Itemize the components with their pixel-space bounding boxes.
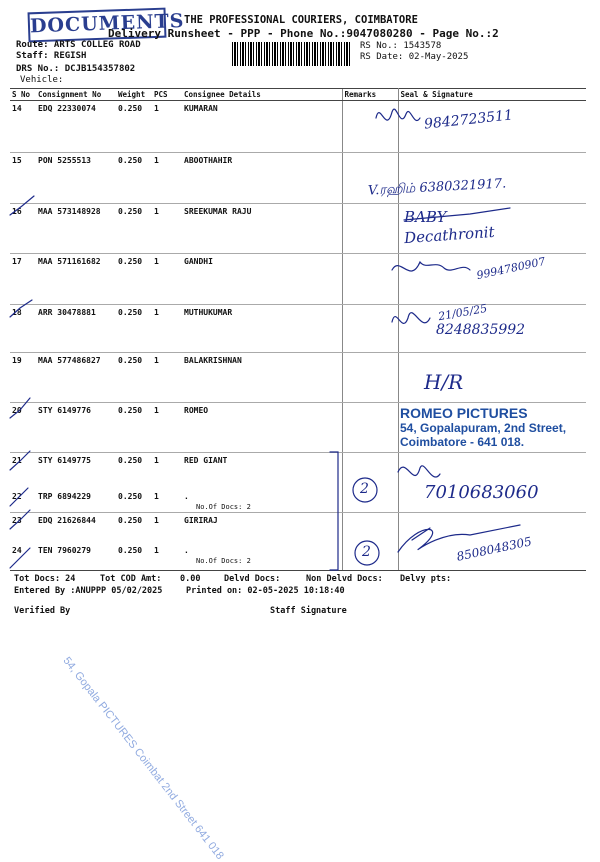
handwritten-phone: 9994780907 bbox=[475, 254, 547, 283]
total-cod-label: Tot COD Amt: bbox=[100, 574, 162, 584]
company-name: THE PROFESSIONAL COURIERS, COIMBATORE bbox=[184, 14, 418, 26]
cell-consignment: MAA 571161682 bbox=[36, 254, 116, 305]
cell-pcs: 1 bbox=[154, 516, 159, 525]
no-of-docs: No.Of Docs: 2 bbox=[196, 502, 251, 511]
cell-consignee: RED GIANT bbox=[184, 456, 228, 465]
cell-sno: 17 bbox=[10, 254, 36, 305]
bracket-mark bbox=[330, 452, 338, 570]
tick-mark bbox=[10, 398, 30, 418]
signature-scribble bbox=[392, 313, 430, 324]
staff-signature-label: Staff Signature bbox=[270, 606, 347, 616]
cell-weight: 0.250 bbox=[118, 516, 143, 525]
signature-scribble bbox=[412, 528, 430, 540]
cell-consignee: BALAKRISHNAN bbox=[182, 353, 342, 403]
faint-stamp-impression: 54, Gopala PICTURES Coimbat 2nd Street 641 018 bbox=[60, 655, 226, 862]
cell-consignment: ARR 30478881 bbox=[36, 305, 116, 353]
tick-mark bbox=[10, 488, 28, 506]
cell-weight: 0.250 bbox=[116, 543, 152, 571]
handwritten-note: H/R bbox=[424, 370, 464, 394]
handwritten-phone: 8248835992 bbox=[436, 322, 526, 338]
cell-consignment: PON 5255513 bbox=[36, 153, 116, 204]
cell-sno: 23 bbox=[12, 516, 22, 525]
cell-consignment: MAA 573148928 bbox=[36, 204, 116, 254]
cell-pcs: 1 bbox=[152, 153, 182, 204]
cell-consignment: EDQ 21626844 bbox=[38, 516, 96, 525]
cell-pcs: 1 bbox=[152, 489, 182, 513]
cell-sno: 20 bbox=[10, 403, 36, 453]
cell-weight: 0.250 bbox=[116, 353, 152, 403]
documents-stamp: DOCUMENTS bbox=[28, 8, 167, 43]
cell-weight: 0.250 bbox=[116, 101, 152, 153]
cell-weight: 0.250 bbox=[116, 204, 152, 254]
handwritten-date: 21/05/25 bbox=[437, 301, 489, 324]
seal-name: ROMEO PICTURES bbox=[400, 405, 528, 421]
drs-number: DRS No.: DCJB154357802 bbox=[16, 64, 136, 74]
cell-consignment: TRP 6894229 bbox=[36, 489, 116, 513]
non-delivered-docs: Non Delvd Docs: bbox=[306, 574, 383, 584]
total-cod-value: 0.00 bbox=[180, 574, 201, 584]
cell-consignment: TEN 7960279 bbox=[36, 543, 116, 571]
seal-city: Coimbatore - 641 018. bbox=[400, 435, 525, 449]
cell-weight: 0.250 bbox=[116, 403, 152, 453]
cell-consignee: GIRIRAJ bbox=[184, 516, 218, 525]
cell-pcs: 1 bbox=[152, 403, 182, 453]
tick-mark bbox=[10, 510, 30, 529]
delivered-docs: Delvd Docs: bbox=[224, 574, 281, 584]
cell-pcs: 1 bbox=[152, 305, 182, 353]
col-header: PCS bbox=[152, 89, 182, 101]
cell-consignee: ROMEO bbox=[182, 403, 342, 453]
cell-weight: 0.250 bbox=[116, 153, 152, 204]
delivery-points: Delvy pts: bbox=[400, 574, 452, 584]
cell-sno: 16 bbox=[10, 204, 36, 254]
cell-consignee: KUMARAN bbox=[182, 101, 342, 153]
cell-sno: 15 bbox=[10, 153, 36, 204]
col-header: Consignment No bbox=[36, 89, 116, 101]
cell-sno: 14 bbox=[10, 101, 36, 153]
cell-consignee: ABOOTHAHIR bbox=[182, 153, 342, 204]
cell-sno: 21 bbox=[12, 456, 22, 465]
cell-consignee: GANDHI bbox=[182, 254, 342, 305]
handwritten-name: BABY bbox=[404, 208, 447, 226]
circled-count: 2 bbox=[362, 544, 371, 560]
handwritten-phone: 7010683060 bbox=[424, 482, 539, 503]
col-header: Remarks bbox=[342, 89, 398, 101]
tick-mark bbox=[10, 451, 30, 470]
no-of-docs: No.Of Docs: 2 bbox=[196, 556, 251, 565]
cell-sno: 18 bbox=[10, 305, 36, 353]
signature-scribble bbox=[392, 262, 470, 271]
cell-consignment: STY 6149775 bbox=[38, 456, 91, 465]
cell-sno: 22 bbox=[10, 489, 36, 513]
col-header: Consignee Details bbox=[182, 89, 342, 101]
printed-on: Printed on: 02-05-2025 10:18:40 bbox=[186, 586, 345, 596]
cell-consignee: MUTHUKUMAR bbox=[182, 305, 342, 353]
cell-consignee: SREEKUMAR RAJU bbox=[182, 204, 342, 254]
cell-pcs: 1 bbox=[152, 254, 182, 305]
signature-scribble bbox=[376, 109, 420, 120]
handwritten-phone: 9842723511 bbox=[423, 107, 514, 133]
cell-weight: 0.250 bbox=[118, 456, 143, 465]
route-label: Route: ARTS COLLEG ROAD bbox=[16, 40, 141, 50]
tick-mark bbox=[10, 196, 34, 215]
cell-sno: 19 bbox=[10, 353, 36, 403]
cell-consignment: STY 6149776 bbox=[36, 403, 116, 453]
rs-date: RS Date: 02-May-2025 bbox=[360, 52, 469, 62]
cell-pcs: 1 bbox=[154, 456, 159, 465]
cell-weight: 0.250 bbox=[116, 489, 152, 513]
cell-pcs: 1 bbox=[152, 543, 182, 571]
cell-consignment: MAA 577486827 bbox=[36, 353, 116, 403]
cell-pcs: 1 bbox=[152, 353, 182, 403]
handwritten-phone: V.ரஹிம் 6380321917. bbox=[367, 176, 507, 199]
staff-label: Staff: REGISH bbox=[16, 51, 87, 61]
tick-mark bbox=[10, 300, 32, 317]
handwritten-phone: 8508048305 bbox=[455, 534, 533, 564]
cell-pcs: 1 bbox=[152, 204, 182, 254]
handwritten-name: Decathronit bbox=[403, 222, 496, 248]
cell-weight: 0.250 bbox=[116, 305, 152, 353]
signature-scribble bbox=[398, 466, 440, 477]
consignee-dot: . bbox=[184, 545, 189, 555]
circled-count: 2 bbox=[360, 481, 369, 497]
cell-consignment: EDQ 22330074 bbox=[36, 101, 116, 153]
total-docs: Tot Docs: 24 bbox=[14, 574, 76, 584]
consignee-dot: . bbox=[184, 491, 189, 501]
entered-by: Entered By :ANUPPP 05/02/2025 bbox=[14, 586, 163, 596]
tick-mark bbox=[10, 548, 30, 568]
seal-address: 54, Gopalapuram, 2nd Street, bbox=[400, 421, 567, 435]
col-header: Seal & Signature bbox=[398, 89, 586, 101]
company-seal bbox=[400, 405, 580, 449]
runsheet-subtitle: Delivery Runsheet - PPP - Phone No.:9047080280 - Page No.:2 bbox=[108, 27, 499, 40]
vehicle-label: Vehicle: bbox=[20, 75, 64, 85]
cell-sno: 24 bbox=[10, 543, 36, 571]
verified-by-label: Verified By bbox=[14, 606, 71, 616]
cell-pcs: 1 bbox=[152, 101, 182, 153]
col-header: Weight bbox=[116, 89, 152, 101]
col-header: S No bbox=[10, 89, 36, 101]
rs-number: RS No.: 1543578 bbox=[360, 41, 442, 51]
cell-weight: 0.250 bbox=[116, 254, 152, 305]
